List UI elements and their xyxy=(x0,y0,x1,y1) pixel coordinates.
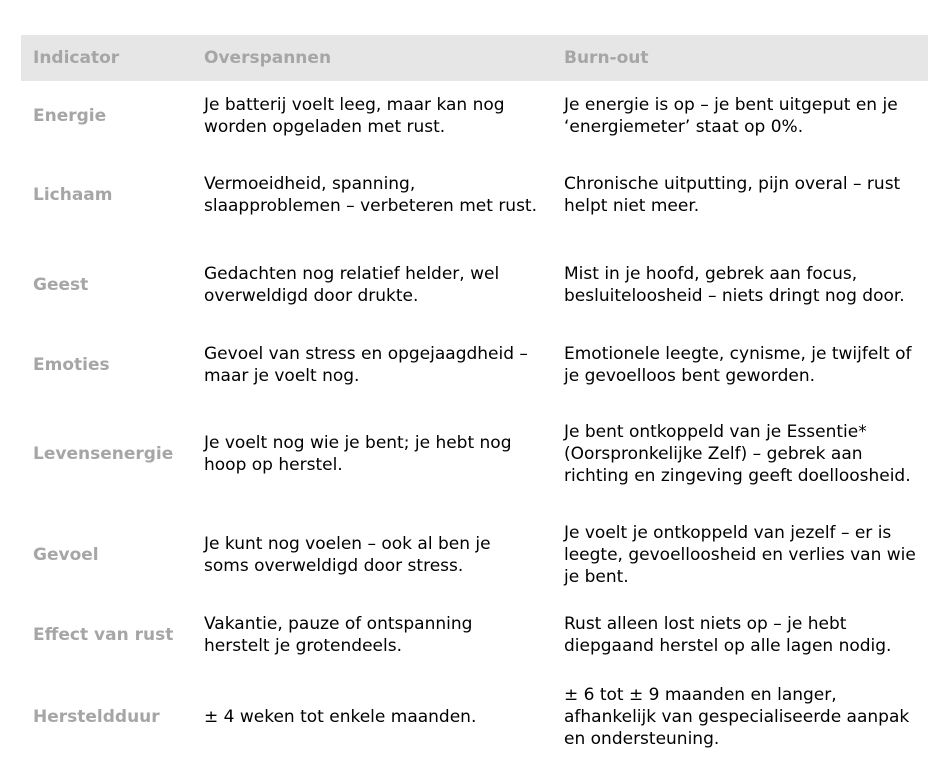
burnout-cell: Mist in je hoofd, gebrek aan focus, besluiteloosheid – niets dringt nog door. xyxy=(564,264,905,306)
indicator-cell: Effect van rust xyxy=(33,625,174,645)
header-burnout: Burn-out xyxy=(564,48,649,68)
overspannen-cell: Gevoel van stress en opgejaagdheid – maar je voelt nog. xyxy=(204,344,528,386)
burnout-cell: Je bent ontkoppeld van je Essentie* (Oorspronkelijke Zelf) – gebrek aan richting en zingeving geeft doelloosheid. xyxy=(564,422,911,486)
burnout-cell: Rust alleen lost niets op – je hebt diepgaand herstel op alle lagen nodig. xyxy=(564,614,892,656)
indicator-cell: Hersteldduur xyxy=(33,707,160,727)
table-row xyxy=(21,601,928,669)
header-indicator: Indicator xyxy=(33,48,120,68)
burnout-cell: Je energie is op – je bent uitgeput en je ‘energiemeter’ staat op 0%. xyxy=(564,95,898,137)
indicator-cell: Emoties xyxy=(33,355,110,375)
overspannen-cell: Je batterij voelt leeg, maar kan nog worden opgeladen met rust. xyxy=(204,95,505,137)
header-overspannen: Overspannen xyxy=(204,48,332,68)
indicator-cell: Lichaam xyxy=(33,185,113,205)
table-row xyxy=(21,399,928,509)
header-row xyxy=(21,35,928,81)
table-row xyxy=(21,509,928,601)
overspannen-cell: ± 4 weken tot enkele maanden. xyxy=(204,707,477,727)
overspannen-cell: Vermoeidheid, spanning, slaapproblemen – verbeteren met rust. xyxy=(204,174,538,216)
table-row xyxy=(21,151,928,239)
table-row xyxy=(21,669,928,765)
comparison-table xyxy=(21,35,928,765)
overspannen-cell: Gedachten nog relatief helder, wel overweldigd door drukte. xyxy=(204,264,500,306)
table-row xyxy=(21,239,928,331)
overspannen-cell: Je voelt nog wie je bent; je hebt nog hoop op herstel. xyxy=(204,433,512,475)
burnout-cell: Emotionele leegte, cynisme, je twijfelt of je gevoelloos bent geworden. xyxy=(564,344,912,386)
indicator-cell: Geest xyxy=(33,275,89,295)
burnout-cell: ± 6 tot ± 9 maanden en langer, afhankelijk van gespecialiseerde aanpak en ondersteuning. xyxy=(564,685,910,749)
burnout-cell: Je voelt je ontkoppeld van jezelf – er is leegte, gevoelloosheid en verlies van wie je bent. xyxy=(564,523,916,587)
indicator-cell: Levensenergie xyxy=(33,444,174,464)
overspannen-cell: Vakantie, pauze of ontspanning herstelt je grotendeels. xyxy=(204,614,473,656)
indicator-cell: Gevoel xyxy=(33,545,99,565)
indicator-cell: Energie xyxy=(33,106,107,126)
table-row xyxy=(21,81,928,151)
table-row xyxy=(21,331,928,399)
overspannen-cell: Je kunt nog voelen – ook al ben je soms overweldigd door stress. xyxy=(204,534,491,576)
burnout-cell: Chronische uitputting, pijn overal – rust helpt niet meer. xyxy=(564,174,901,216)
